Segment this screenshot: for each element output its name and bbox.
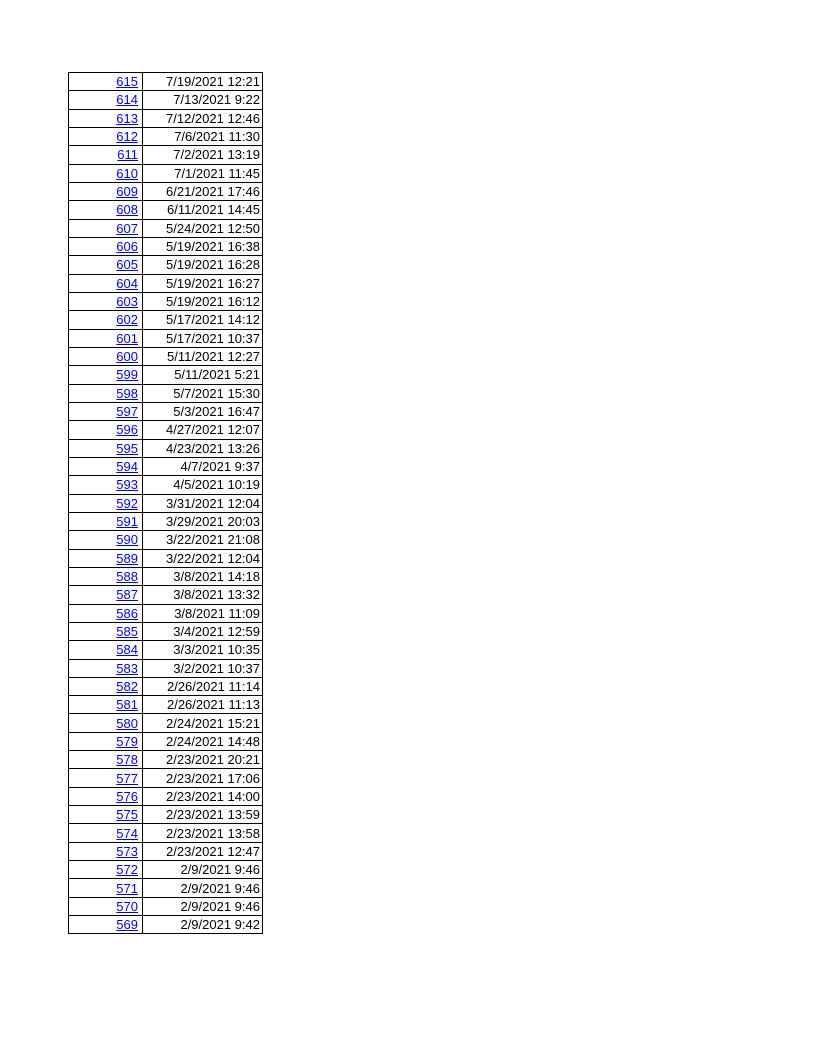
record-id-cell xyxy=(69,329,143,347)
record-id-link[interactable]: 605 xyxy=(116,257,138,273)
record-id-cell xyxy=(69,677,143,695)
record-id-link[interactable]: 599 xyxy=(116,367,138,383)
record-id-cell xyxy=(69,219,143,237)
record-id-cell xyxy=(69,91,143,109)
record-id-cell xyxy=(69,531,143,549)
record-id-link[interactable]: 573 xyxy=(116,843,138,859)
record-date-cell: 2/26/2021 11:13 xyxy=(143,696,263,714)
table-row xyxy=(69,146,263,164)
record-id-cell xyxy=(69,457,143,475)
record-id-cell xyxy=(69,182,143,200)
record-id-cell xyxy=(69,549,143,567)
record-id-link[interactable]: 581 xyxy=(116,697,138,713)
record-id-cell xyxy=(69,586,143,604)
record-id-link[interactable]: 603 xyxy=(116,294,138,310)
table-row xyxy=(69,366,263,384)
record-id-cell xyxy=(69,384,143,402)
record-id-link[interactable]: 598 xyxy=(116,385,138,401)
table-row xyxy=(69,604,263,622)
table-row xyxy=(69,549,263,567)
record-date-cell: 2/23/2021 13:58 xyxy=(143,824,263,842)
record-date-cell: 5/11/2021 5:21 xyxy=(143,366,263,384)
table-row xyxy=(69,292,263,310)
record-date-cell: 5/24/2021 12:50 xyxy=(143,219,263,237)
record-id-link[interactable]: 614 xyxy=(116,92,138,108)
record-date-cell: 3/3/2021 10:35 xyxy=(143,641,263,659)
table-row xyxy=(69,732,263,750)
record-id-link[interactable]: 575 xyxy=(116,807,138,823)
table-row xyxy=(69,219,263,237)
record-date-cell: 6/21/2021 17:46 xyxy=(143,182,263,200)
table-row xyxy=(69,641,263,659)
record-id-cell xyxy=(69,237,143,255)
record-date-cell: 4/7/2021 9:37 xyxy=(143,457,263,475)
record-id-link[interactable]: 577 xyxy=(116,770,138,786)
record-id-link[interactable]: 570 xyxy=(116,898,138,914)
table-row xyxy=(69,91,263,109)
record-id-link[interactable]: 569 xyxy=(116,917,138,933)
record-id-cell xyxy=(69,769,143,787)
record-id-cell xyxy=(69,292,143,310)
record-id-link[interactable]: 586 xyxy=(116,605,138,621)
record-id-link[interactable]: 611 xyxy=(117,147,138,163)
table-row xyxy=(69,842,263,860)
record-id-cell xyxy=(69,732,143,750)
table-row xyxy=(69,696,263,714)
table-row xyxy=(69,659,263,677)
record-id-link[interactable]: 576 xyxy=(116,788,138,804)
record-id-link[interactable]: 584 xyxy=(116,642,138,658)
table-row xyxy=(69,182,263,200)
record-date-cell: 2/24/2021 15:21 xyxy=(143,714,263,732)
record-date-cell: 5/7/2021 15:30 xyxy=(143,384,263,402)
record-id-link[interactable]: 600 xyxy=(116,349,138,365)
table-row xyxy=(69,476,263,494)
table-row xyxy=(69,787,263,805)
table-row xyxy=(69,384,263,402)
record-id-cell xyxy=(69,494,143,512)
record-date-cell: 5/11/2021 12:27 xyxy=(143,347,263,365)
record-id-cell xyxy=(69,714,143,732)
record-date-cell: 3/29/2021 20:03 xyxy=(143,512,263,530)
table-row xyxy=(69,586,263,604)
table-row xyxy=(69,457,263,475)
record-id-link[interactable]: 596 xyxy=(116,422,138,438)
record-date-cell: 3/8/2021 14:18 xyxy=(143,567,263,585)
record-id-link[interactable]: 592 xyxy=(116,495,138,511)
table-row xyxy=(69,402,263,420)
record-date-cell: 5/19/2021 16:12 xyxy=(143,292,263,310)
record-date-cell: 3/8/2021 11:09 xyxy=(143,604,263,622)
record-id-cell xyxy=(69,274,143,292)
record-date-cell: 2/24/2021 14:48 xyxy=(143,732,263,750)
record-date-cell: 2/23/2021 14:00 xyxy=(143,787,263,805)
record-date-cell: 2/26/2021 11:14 xyxy=(143,677,263,695)
record-id-cell xyxy=(69,476,143,494)
table-row xyxy=(69,769,263,787)
table-row xyxy=(69,567,263,585)
record-id-cell xyxy=(69,256,143,274)
record-date-cell: 4/5/2021 10:19 xyxy=(143,476,263,494)
record-id-cell xyxy=(69,421,143,439)
record-id-cell xyxy=(69,311,143,329)
record-id-link[interactable]: 588 xyxy=(116,569,138,585)
record-id-link[interactable]: 607 xyxy=(116,220,138,236)
record-id-link[interactable]: 574 xyxy=(116,825,138,841)
table-row xyxy=(69,109,263,127)
record-id-cell xyxy=(69,347,143,365)
table-row xyxy=(69,494,263,512)
record-id-link[interactable]: 595 xyxy=(116,440,138,456)
record-id-link[interactable]: 571 xyxy=(116,880,138,896)
record-date-cell: 2/23/2021 20:21 xyxy=(143,751,263,769)
record-id-link[interactable]: 585 xyxy=(116,624,138,639)
record-date-cell: 2/23/2021 17:06 xyxy=(143,769,263,787)
record-date-cell: 5/19/2021 16:38 xyxy=(143,237,263,255)
record-id-link[interactable]: 610 xyxy=(116,165,138,181)
record-id-link[interactable]: 604 xyxy=(116,275,138,291)
record-date-cell: 7/2/2021 13:19 xyxy=(143,146,263,164)
record-id-cell xyxy=(69,567,143,585)
record-id-link[interactable]: 606 xyxy=(116,239,138,255)
table-row xyxy=(69,439,263,457)
record-id-link[interactable]: 597 xyxy=(116,404,138,420)
record-date-cell: 2/9/2021 9:46 xyxy=(143,879,263,897)
record-id-cell xyxy=(69,604,143,622)
record-id-cell xyxy=(69,879,143,897)
record-id-link[interactable]: 612 xyxy=(116,129,138,145)
record-id-link[interactable]: 601 xyxy=(116,330,138,346)
record-date-cell: 4/23/2021 13:26 xyxy=(143,439,263,457)
table-row xyxy=(69,311,263,329)
table-row xyxy=(69,201,263,219)
record-id-cell xyxy=(69,73,143,91)
record-id-cell xyxy=(69,439,143,457)
record-id-link[interactable]: 579 xyxy=(116,733,138,749)
record-id-link[interactable]: 590 xyxy=(116,532,138,548)
table-row xyxy=(69,531,263,549)
record-id-link[interactable]: 591 xyxy=(116,514,138,530)
record-date-cell: 2/9/2021 9:46 xyxy=(143,897,263,915)
record-id-cell xyxy=(69,109,143,127)
record-id-cell xyxy=(69,622,143,640)
record-id-link[interactable]: 593 xyxy=(116,477,138,493)
table-row xyxy=(69,751,263,769)
table-row xyxy=(69,879,263,897)
record-id-cell xyxy=(69,402,143,420)
record-id-link[interactable]: 613 xyxy=(116,110,138,126)
record-date-cell: 5/3/2021 16:47 xyxy=(143,402,263,420)
record-id-cell xyxy=(69,916,143,934)
record-id-link[interactable]: 583 xyxy=(116,660,138,676)
record-date-cell: 7/6/2021 11:30 xyxy=(143,127,263,145)
records-table-body xyxy=(69,73,263,934)
table-row xyxy=(69,622,263,640)
table-row xyxy=(69,677,263,695)
record-date-cell: 5/17/2021 10:37 xyxy=(143,329,263,347)
table-row xyxy=(69,897,263,915)
table-row xyxy=(69,861,263,879)
record-date-cell: 7/13/2021 9:22 xyxy=(143,91,263,109)
record-id-link[interactable]: 594 xyxy=(116,459,138,475)
record-date-cell: 2/9/2021 9:46 xyxy=(143,861,263,879)
table-row xyxy=(69,421,263,439)
table-row xyxy=(69,347,263,365)
table-row xyxy=(69,237,263,255)
record-id-link[interactable]: 578 xyxy=(116,752,138,768)
record-date-cell: 7/1/2021 11:45 xyxy=(143,164,263,182)
table-row xyxy=(69,329,263,347)
record-date-cell: 5/19/2021 16:28 xyxy=(143,256,263,274)
record-date-cell: 5/17/2021 14:12 xyxy=(143,311,263,329)
record-id-link[interactable]: 615 xyxy=(116,74,138,90)
record-id-link[interactable]: 582 xyxy=(116,678,138,694)
record-date-cell: 2/23/2021 12:47 xyxy=(143,842,263,860)
record-id-link[interactable]: 580 xyxy=(116,715,138,731)
table-row xyxy=(69,806,263,824)
record-id-cell xyxy=(69,696,143,714)
record-date-cell: 7/19/2021 12:21 xyxy=(143,73,263,91)
record-id-cell xyxy=(69,512,143,530)
record-id-cell xyxy=(69,164,143,182)
record-id-cell xyxy=(69,751,143,769)
record-date-cell: 3/22/2021 21:08 xyxy=(143,531,263,549)
record-date-cell: 3/22/2021 12:04 xyxy=(143,549,263,567)
record-id-link[interactable]: 609 xyxy=(116,184,138,200)
record-date-cell: 5/19/2021 16:27 xyxy=(143,274,263,292)
record-id-link[interactable]: 589 xyxy=(116,550,138,566)
record-date-cell: 3/8/2021 13:32 xyxy=(143,586,263,604)
record-date-cell: 4/27/2021 12:07 xyxy=(143,421,263,439)
table-row xyxy=(69,164,263,182)
record-id-cell xyxy=(69,824,143,842)
record-id-cell xyxy=(69,366,143,384)
table-row xyxy=(69,916,263,934)
table-row xyxy=(69,824,263,842)
record-id-link[interactable]: 587 xyxy=(116,587,138,603)
table-row xyxy=(69,73,263,91)
record-id-link[interactable]: 572 xyxy=(116,862,138,878)
record-id-cell xyxy=(69,897,143,915)
table-row xyxy=(69,714,263,732)
record-id-cell xyxy=(69,641,143,659)
records-table xyxy=(68,72,263,934)
record-id-cell xyxy=(69,842,143,860)
record-date-cell: 3/31/2021 12:04 xyxy=(143,494,263,512)
record-date-cell: 3/4/2021 12:59 xyxy=(143,622,263,640)
record-id-cell xyxy=(69,659,143,677)
record-date-cell: 3/2/2021 10:37 xyxy=(143,659,263,677)
record-id-cell xyxy=(69,861,143,879)
table-row xyxy=(69,256,263,274)
record-id-cell xyxy=(69,201,143,219)
record-id-cell xyxy=(69,146,143,164)
table-row xyxy=(69,127,263,145)
record-id-link[interactable]: 602 xyxy=(116,312,138,328)
record-id-link[interactable]: 608 xyxy=(116,202,138,218)
record-id-cell xyxy=(69,806,143,824)
table-row xyxy=(69,274,263,292)
record-date-cell: 2/23/2021 13:59 xyxy=(143,806,263,824)
record-date-cell: 7/12/2021 12:46 xyxy=(143,109,263,127)
record-id-cell xyxy=(69,127,143,145)
table-row xyxy=(69,512,263,530)
record-date-cell: 6/11/2021 14:45 xyxy=(143,201,263,219)
record-date-cell: 2/9/2021 9:42 xyxy=(143,916,263,934)
record-id-cell xyxy=(69,787,143,805)
